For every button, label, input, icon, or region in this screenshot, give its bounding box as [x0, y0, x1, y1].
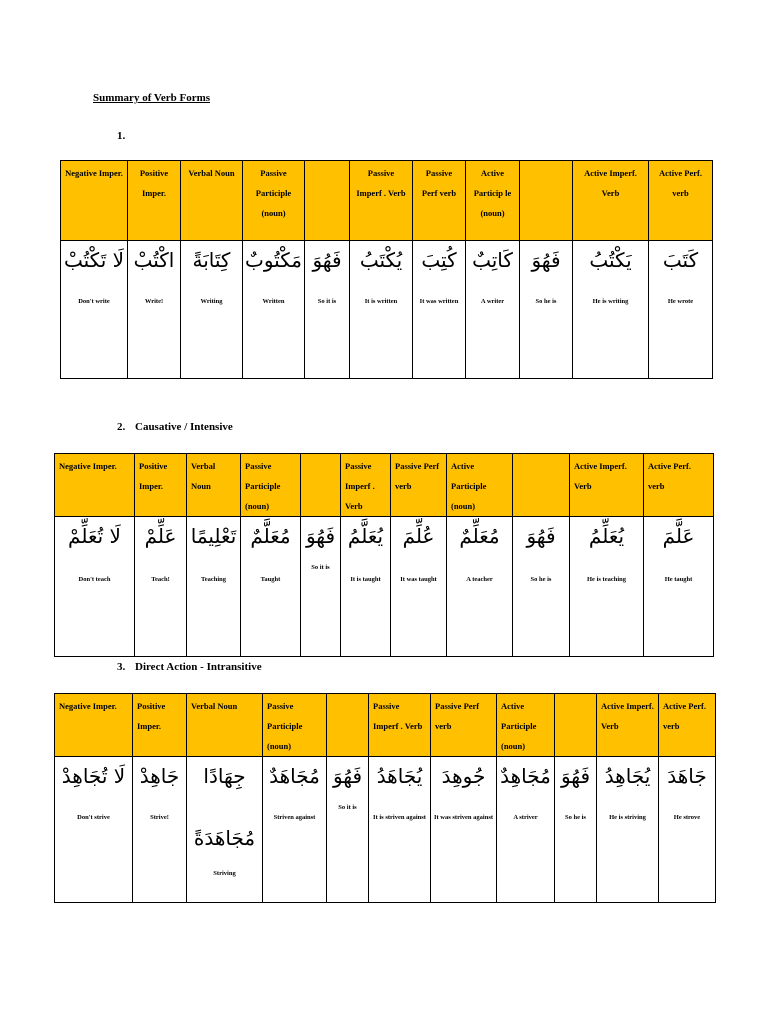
- header-cell: Passive Participle (noun): [241, 454, 301, 517]
- form-cell: [466, 241, 520, 379]
- form-row: [55, 517, 714, 657]
- arabic-form: كَاتِبٌ: [472, 248, 513, 272]
- english-gloss: It was written: [419, 298, 459, 305]
- header-cell: [301, 454, 341, 517]
- english-gloss: He is writing: [592, 298, 629, 305]
- english-gloss: So it is: [311, 564, 330, 571]
- form-cell: [644, 517, 714, 657]
- arabic-form: تَعْلِيمًا: [190, 524, 237, 548]
- section-title: Direct Action - Intransitive: [135, 661, 262, 673]
- verb-table-3: [54, 693, 716, 903]
- section-number: 2.: [117, 421, 126, 433]
- form-cell: [305, 241, 350, 379]
- english-gloss: It is taught: [350, 576, 381, 583]
- form-cell: [61, 241, 128, 379]
- form-cell: [55, 757, 133, 903]
- form-cell: [573, 241, 649, 379]
- header-cell: Passive Participle (noun): [263, 694, 327, 757]
- header-cell: Verbal Noun: [181, 161, 243, 241]
- form-cell: [350, 241, 413, 379]
- arabic-form: يُجَاهَدُ: [376, 764, 423, 788]
- arabic-form: اكْتُبْ: [133, 248, 175, 272]
- form-cell: [327, 757, 369, 903]
- arabic-form-alternate: مُجَاهَدَةً: [193, 826, 256, 850]
- form-cell: [555, 757, 597, 903]
- arabic-form: جُوهِدَ: [441, 764, 486, 788]
- form-cell: [413, 241, 466, 379]
- english-gloss: Taught: [260, 576, 281, 583]
- section-title: Causative / Intensive: [135, 421, 233, 433]
- page-title: Summary of Verb Forms: [93, 92, 211, 104]
- header-cell: Active Participle (noun): [447, 454, 513, 517]
- english-gloss: A writer: [480, 298, 505, 305]
- header-cell: [513, 454, 570, 517]
- verb-table-2: [54, 453, 714, 657]
- english-gloss: Teaching: [200, 576, 227, 583]
- arabic-form: مُجَاهَدٌ: [269, 764, 320, 788]
- arabic-form: كُتِبَ: [421, 248, 457, 272]
- form-cell: [649, 241, 713, 379]
- header-row: [55, 694, 716, 757]
- english-gloss: Striving: [213, 870, 236, 877]
- english-gloss: Don't write: [78, 298, 110, 305]
- header-row: [61, 161, 713, 241]
- header-cell: Active Imperf. Verb: [597, 694, 659, 757]
- english-gloss: He taught: [664, 576, 693, 583]
- english-gloss: So he is: [565, 814, 586, 821]
- form-cell: [187, 517, 241, 657]
- arabic-form: فَهُوَ: [305, 524, 336, 548]
- arabic-form: فَهُوَ: [312, 248, 342, 272]
- header-cell: Active Perf. verb: [659, 694, 716, 757]
- header-cell: Verbal Noun: [187, 454, 241, 517]
- arabic-form: فَهُوَ: [332, 764, 363, 788]
- form-cell: [135, 517, 187, 657]
- form-cell: [431, 757, 497, 903]
- header-row: [55, 454, 714, 517]
- english-gloss: Striven against: [273, 814, 316, 821]
- header-cell: [305, 161, 350, 241]
- header-cell: Active Imperf. Verb: [573, 161, 649, 241]
- header-cell: Passive Perf verb: [413, 161, 466, 241]
- english-gloss: So it is: [317, 298, 337, 305]
- section-number: 1.: [117, 130, 126, 142]
- arabic-form: جِهَادًا: [203, 764, 246, 788]
- english-gloss: He is teaching: [587, 576, 626, 583]
- form-cell: [263, 757, 327, 903]
- form-cell: [369, 757, 431, 903]
- form-cell: [55, 517, 135, 657]
- header-cell: [327, 694, 369, 757]
- header-cell: Positive Imper.: [128, 161, 181, 241]
- arabic-form: مُعَلِّمٌ: [459, 524, 500, 548]
- header-cell: Verbal Noun: [187, 694, 263, 757]
- arabic-form: عَلِّمْ: [144, 524, 177, 548]
- form-cell: [447, 517, 513, 657]
- english-gloss: So he is: [530, 576, 552, 583]
- form-cell: [181, 241, 243, 379]
- arabic-form: مُجَاهِدٌ: [500, 764, 551, 788]
- arabic-form: عُلِّمَ: [402, 524, 435, 548]
- form-row: [61, 241, 713, 379]
- form-cell: [513, 517, 570, 657]
- form-cell: [243, 241, 305, 379]
- header-cell: [555, 694, 597, 757]
- header-cell: [520, 161, 573, 241]
- header-cell: Negative Imper.: [61, 161, 128, 241]
- form-row: [55, 757, 716, 903]
- english-gloss: He is striving: [609, 814, 646, 821]
- form-cell: [570, 517, 644, 657]
- header-cell: Active Imperf. Verb: [570, 454, 644, 517]
- english-gloss: A teacher: [466, 576, 493, 583]
- section-3-heading: [117, 661, 262, 673]
- arabic-form: لَا تَكْتُبْ: [63, 248, 125, 272]
- arabic-form: كَتَبَ: [662, 248, 699, 272]
- header-cell: Passive Perf verb: [391, 454, 447, 517]
- arabic-form: يُعَلَّمُ: [347, 524, 384, 548]
- header-cell: Active Participle (noun): [497, 694, 555, 757]
- english-gloss: It was striven against: [433, 814, 494, 821]
- form-cell: [301, 517, 341, 657]
- english-gloss: He wrote: [667, 298, 694, 305]
- header-cell: Passive Participle (noun): [243, 161, 305, 241]
- form-cell: [133, 757, 187, 903]
- arabic-form: مُعَلَّمٌ: [250, 524, 291, 548]
- english-gloss: A striver: [513, 814, 538, 821]
- english-gloss: Teach!: [151, 576, 170, 583]
- header-cell: Positive Imper.: [133, 694, 187, 757]
- header-cell: Positive Imper.: [135, 454, 187, 517]
- english-gloss: So it is: [338, 804, 357, 811]
- header-cell: Active Perf. verb: [644, 454, 714, 517]
- arabic-form: لَا تُجَاهِدْ: [61, 764, 126, 788]
- header-cell: Passive Perf verb: [431, 694, 497, 757]
- form-cell: [341, 517, 391, 657]
- header-cell: Active Particip le (noun): [466, 161, 520, 241]
- english-gloss: Don't strive: [77, 814, 110, 821]
- english-gloss: Strive!: [150, 814, 169, 821]
- english-gloss: So he is: [535, 298, 557, 305]
- verb-table-1: [60, 160, 713, 379]
- form-cell: [520, 241, 573, 379]
- section-2-heading: [117, 421, 233, 433]
- arabic-form: مَكْتُوبٌ: [245, 248, 302, 272]
- english-gloss: Write!: [144, 298, 164, 305]
- form-cell: [128, 241, 181, 379]
- section-1-heading: [117, 130, 135, 142]
- english-gloss: It is striven against: [373, 814, 426, 821]
- english-gloss: It was taught: [400, 576, 437, 583]
- arabic-form: فَهُوَ: [526, 524, 556, 548]
- header-cell: Passive Imperf . Verb: [350, 161, 413, 241]
- form-cell: [241, 517, 301, 657]
- header-cell: Negative Imper.: [55, 694, 133, 757]
- form-cell: [391, 517, 447, 657]
- english-gloss: Don't teach: [78, 576, 111, 583]
- english-gloss: It is written: [364, 298, 398, 305]
- form-cell: [659, 757, 716, 903]
- english-gloss: Writing: [200, 298, 223, 305]
- arabic-form: عَلَّمَ: [662, 524, 695, 548]
- header-cell: Passive Imperf . Verb: [369, 694, 431, 757]
- arabic-form: يُعَلِّمُ: [588, 524, 625, 548]
- header-cell: Negative Imper.: [55, 454, 135, 517]
- arabic-form: يُكْتَبُ: [359, 248, 403, 272]
- english-gloss: He strove: [673, 814, 701, 821]
- english-gloss: Written: [262, 298, 285, 305]
- arabic-form: فَهُوَ: [531, 248, 561, 272]
- form-cell: [597, 757, 659, 903]
- form-cell: [497, 757, 555, 903]
- form-cell: [187, 757, 263, 903]
- section-number: 3.: [117, 661, 126, 673]
- header-cell: Active Perf. verb: [649, 161, 713, 241]
- arabic-form: يَكْتُبُ: [589, 248, 632, 272]
- arabic-form: كِتَابَةً: [192, 248, 231, 272]
- header-cell: Passive Imperf . Verb: [341, 454, 391, 517]
- arabic-form: جَاهَدَ: [667, 764, 707, 788]
- arabic-form: فَهُوَ: [560, 764, 591, 788]
- arabic-form: يُجَاهِدُ: [604, 764, 651, 788]
- arabic-form: جَاهِدْ: [139, 764, 180, 788]
- arabic-form: لَا تُعَلِّمْ: [68, 524, 121, 548]
